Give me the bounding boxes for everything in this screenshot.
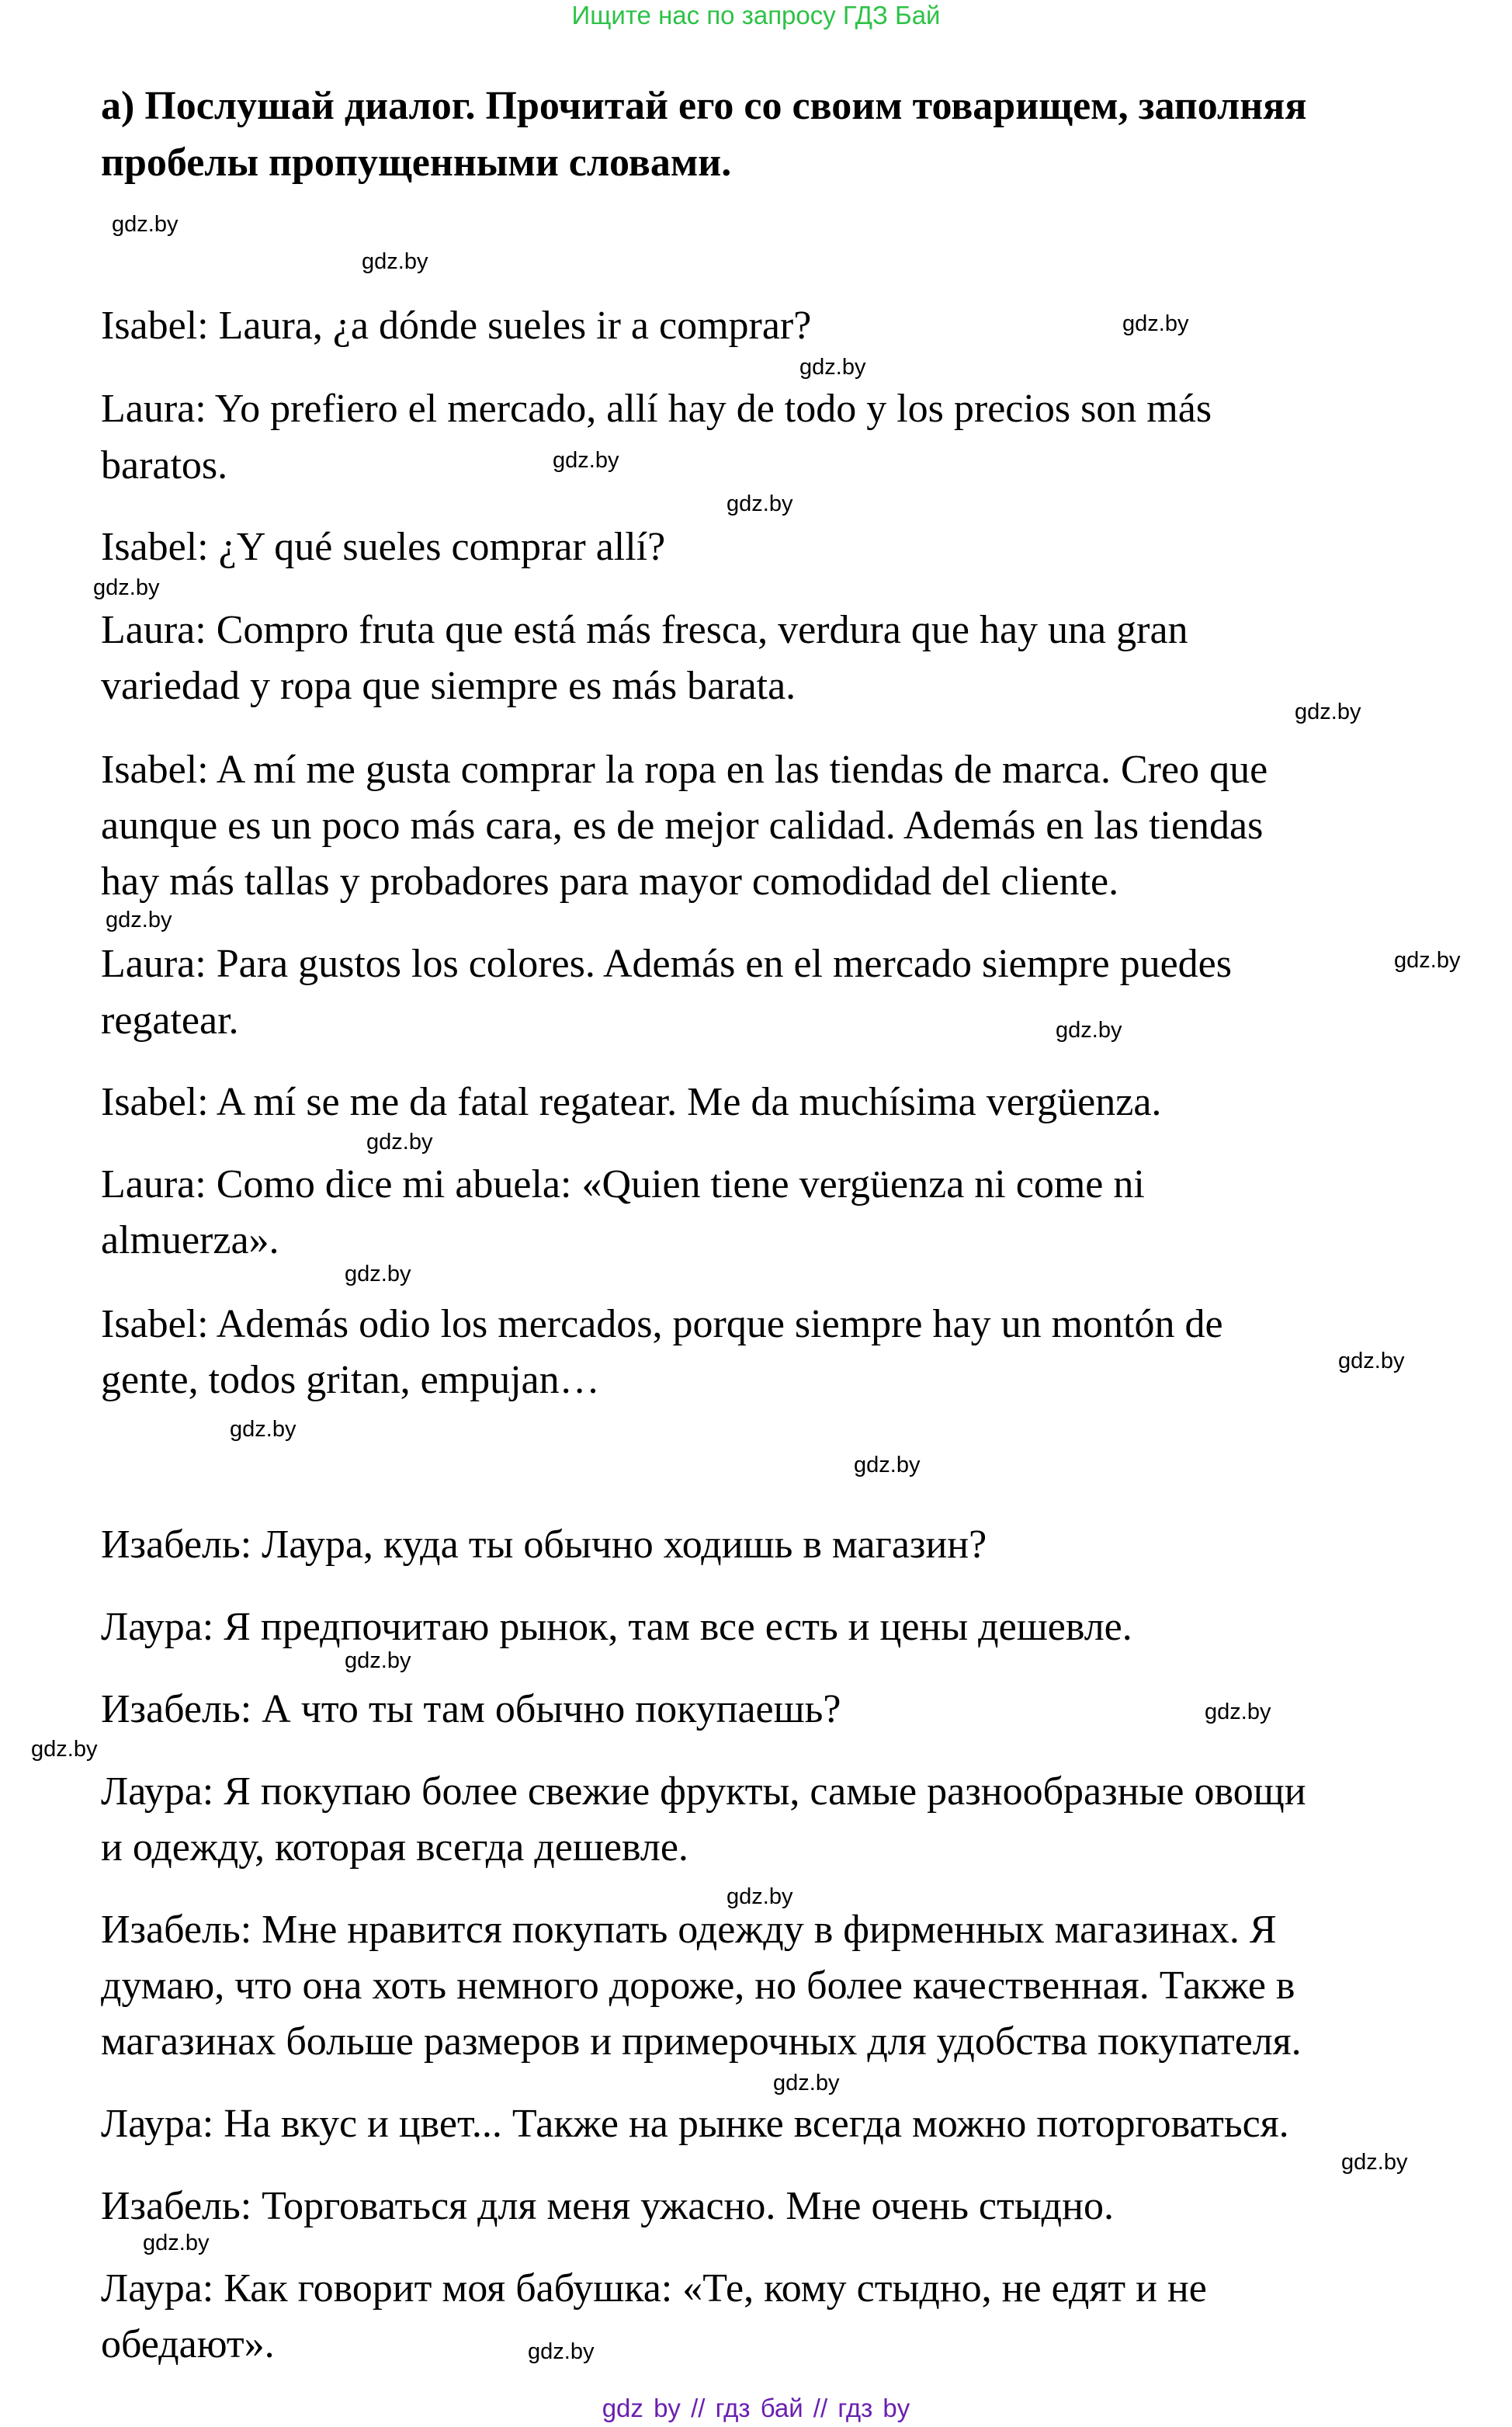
dialogue-line: Laura: Compro fruta que está más fresca, verdura que hay una gran xyxy=(101,608,1188,652)
dialogue-line: Isabel: ¿Y qué sueles comprar allí? xyxy=(101,525,666,569)
dialogue-line: variedad y ropa que siempre es más barata. xyxy=(101,664,796,708)
watermark: gdz.by xyxy=(143,2231,210,2255)
watermark: gdz.by xyxy=(1394,948,1461,973)
task-heading-line: а) Послушай диалог. Прочитай его со своим товарищем, заполняя xyxy=(101,84,1307,128)
dialogue-line: Isabel: A mí me gusta comprar la ropa en las tiendas de marca. Creo que xyxy=(101,748,1268,792)
dialogue-line: aunque es un poco más cara, es de mejor calidad. Además en las tiendas xyxy=(101,804,1264,848)
watermark: gdz.by xyxy=(799,355,866,380)
translation-line: Лаура: На вкус и цвет... Также на рынке всегда можно поторговаться. xyxy=(101,2102,1289,2146)
dialogue-line: Isabel: Además odio los mercados, porque siempre hay un montón de xyxy=(101,1302,1223,1346)
dialogue-line: regatear. xyxy=(101,998,239,1043)
translation-line: Лаура: Я предпочитаю рынок, там все есть и цены дешевле. xyxy=(101,1605,1132,1649)
watermark: gdz.by xyxy=(1122,311,1189,336)
dialogue-line: Isabel: A mí se me da fatal regatear. Me da muchísima vergüenza. xyxy=(101,1080,1162,1124)
translation-line: Изабель: Торговаться для меня ужасно. Мне очень стыдно. xyxy=(101,2184,1114,2228)
watermark: gdz.by xyxy=(93,575,160,600)
watermark: gdz.by xyxy=(345,1262,411,1286)
watermark: gdz.by xyxy=(230,1417,297,1442)
translation-line: думаю, что она хоть немного дороже, но более качественная. Также в xyxy=(101,1963,1295,2008)
translation-line: Изабель: А что ты там обычно покупаешь? xyxy=(101,1687,841,1731)
translation-line: Изабель: Лаура, куда ты обычно ходишь в магазин? xyxy=(101,1523,987,1567)
dialogue-line: gente, todos gritan, empujan… xyxy=(101,1358,600,1402)
task-heading xyxy=(101,78,1483,191)
dialogue-line: Isabel: Laura, ¿a dónde sueles ir a comprar? xyxy=(101,304,812,348)
watermark: gdz.by xyxy=(727,1884,793,1909)
watermark: gdz.by xyxy=(1205,1700,1271,1724)
watermark: gdz.by xyxy=(773,2071,840,2095)
watermark: gdz.by xyxy=(553,448,619,473)
translation-line: магазинах больше размеров и примерочных для удобства покупателя. xyxy=(101,2019,1302,2064)
dialogue-line: Laura: Yo prefiero el mercado, allí hay de todo y los precios son más xyxy=(101,387,1212,431)
dialogue-line: Laura: Como dice mi abuela: «Quien tiene vergüenza ni come ni xyxy=(101,1162,1145,1207)
watermark: gdz.by xyxy=(1341,2150,1408,2175)
translation-line: Лаура: Я покупаю более свежие фрукты, самые разнообразные овощи xyxy=(101,1769,1306,1814)
watermark: gdz.by xyxy=(106,908,172,932)
site-banner[interactable]: Ищите нас по запросу ГДЗ Бай xyxy=(571,1,941,30)
translation-line: и одежду, которая всегда дешевле. xyxy=(101,1825,688,1870)
dialogue-line: Laura: Para gustos los colores. Además en el mercado siempre puedes xyxy=(101,942,1232,986)
watermark: gdz.by xyxy=(1056,1018,1122,1043)
watermark: gdz.by xyxy=(727,491,793,516)
watermark: gdz.by xyxy=(112,212,179,237)
watermark: gdz.by xyxy=(1295,700,1361,724)
watermark: gdz.by xyxy=(1338,1349,1405,1373)
translation-line: обедают». xyxy=(101,2322,275,2366)
translation-line: Изабель: Мне нравится покупать одежду в фирменных магазинах. Я xyxy=(101,1908,1277,1952)
watermark: gdz.by xyxy=(345,1648,411,1673)
dialogue-line: almuerza». xyxy=(101,1218,279,1262)
watermark: gdz.by xyxy=(854,1453,921,1477)
dialogue-line: hay más tallas y probadores para mayor comodidad del cliente. xyxy=(101,859,1119,904)
watermark: gdz.by xyxy=(362,249,428,274)
dialogue-line: baratos. xyxy=(101,443,228,488)
task-heading-line: пробелы пропущенными словами. xyxy=(101,141,732,185)
watermark: gdz.by xyxy=(528,2339,595,2364)
translation-line: Лаура: Как говорит моя бабушка: «Те, кому стыдно, не едят и не xyxy=(101,2266,1207,2311)
watermark: gdz.by xyxy=(366,1130,433,1154)
watermark: gdz.by xyxy=(31,1737,98,1762)
footer-links[interactable]: gdz by // гдз бай // гдз by xyxy=(602,2394,910,2422)
